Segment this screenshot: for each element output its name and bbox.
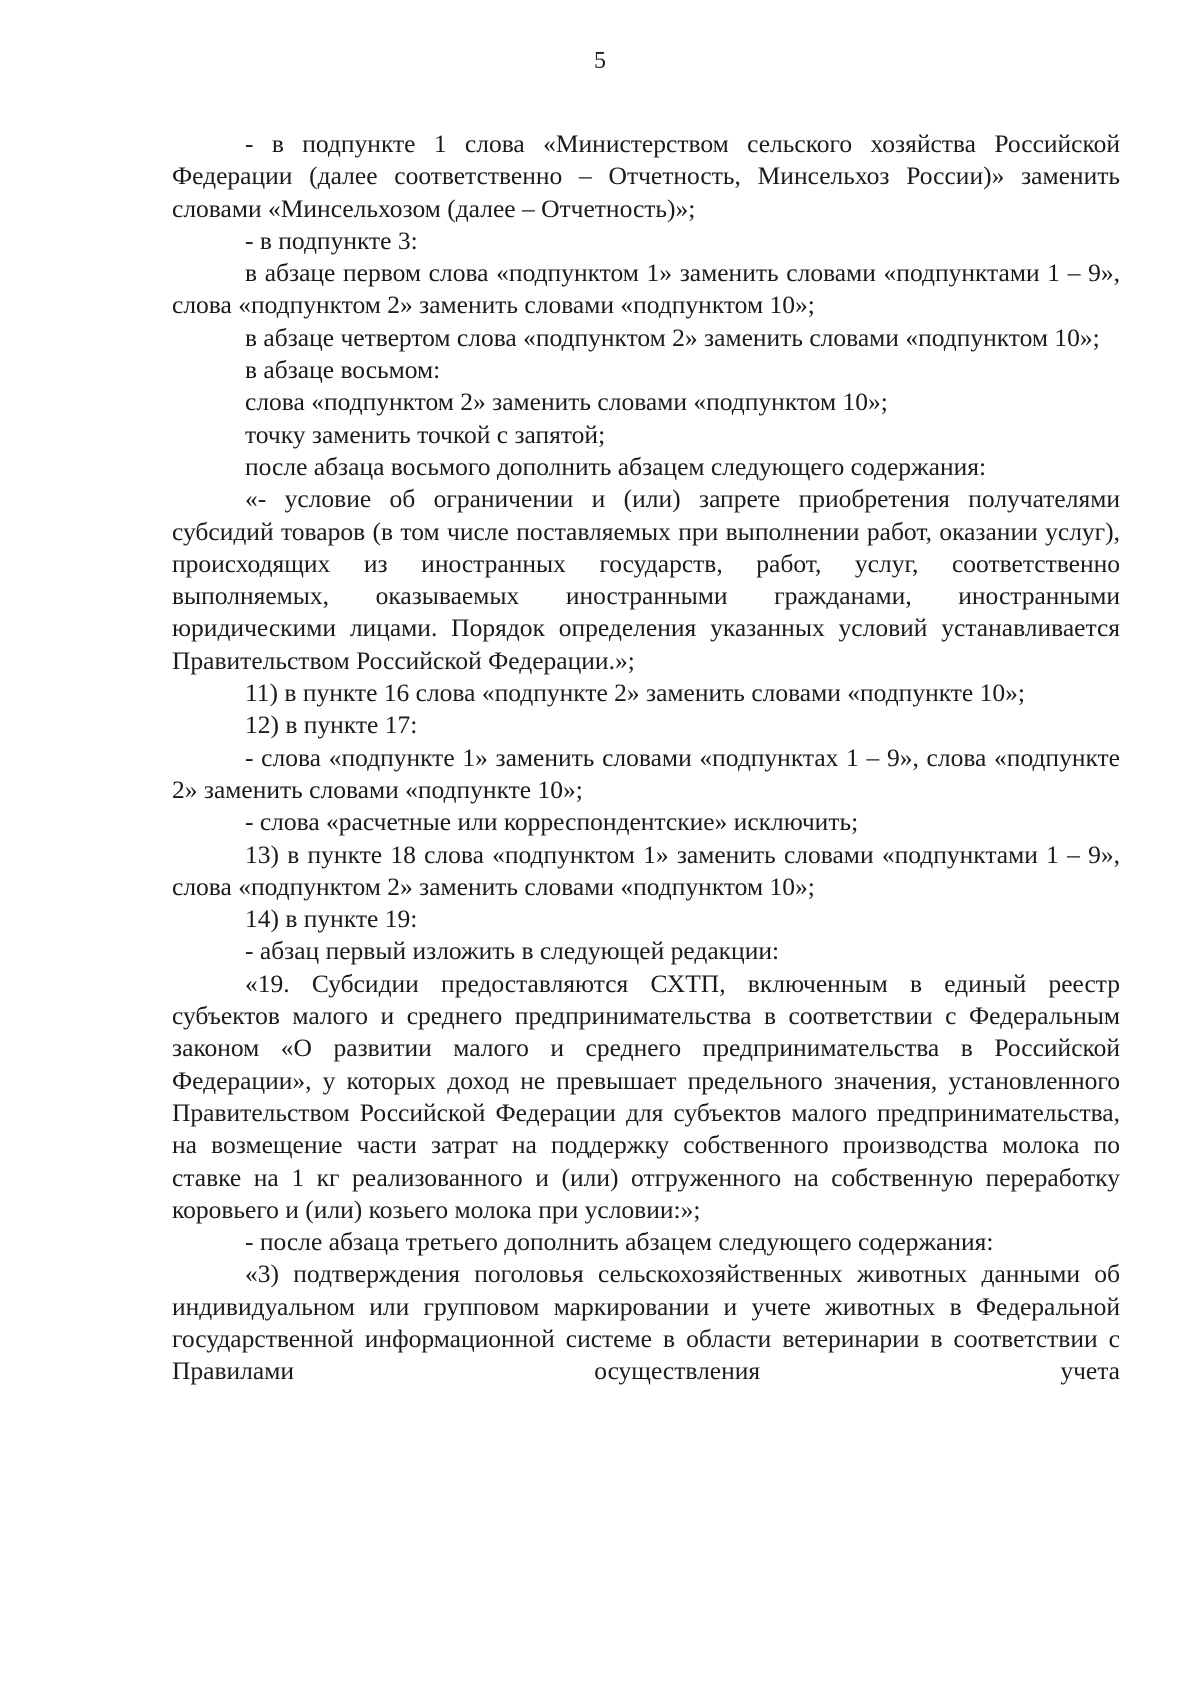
- paragraph-first-abzac: в абзаце первом слова «подпунктом 1» заменить словами «подпунктами 1 – 9», слова «подпунктом 2» заменить словами «подпунктом 10»;: [172, 258, 1120, 320]
- paragraph-item-12-exclude: - слова «расчетные или корреспондентские» исключить;: [245, 807, 859, 837]
- paragraph-item-11: 11) в пункте 16 слова «подпункте 2» заменить словами «подпункте 10»;: [245, 678, 1025, 708]
- paragraph-subpoint-1: - в подпункте 1 слова «Министерством сельского хозяйства Российской Федерации (далее соответственно – Отчетность, Минсельхоз России)» заменить словами «Минсельхозом (далее – Отчетность)»;: [172, 129, 1120, 223]
- paragraph-dot-replace: точку заменить точкой с запятой;: [245, 419, 606, 449]
- paragraph-add-after-third: - после абзаца третьего дополнить абзацем следующего содержания:: [245, 1227, 994, 1257]
- document-body: [172, 128, 1120, 1388]
- paragraph-item-14: 14) в пункте 19:: [245, 904, 418, 934]
- paragraph-item-14-first-abzac: - абзац первый изложить в следующей редакции:: [245, 936, 780, 966]
- paragraph-item-3-confirmation: «3) подтверждения поголовья сельскохозяйственных животных данными об индивидуальном или групповом маркировании и учете животных в Федеральной государственной информационной системе в области ветеринарии в соответствии с Правилами осуществления учета: [172, 1259, 1120, 1386]
- paragraph-fourth-abzac: в абзаце четвертом слова «подпунктом 2» заменить словами «подпунктом 10»;: [245, 322, 1100, 352]
- paragraph-subpoint-3: - в подпункте 3:: [245, 225, 418, 255]
- paragraph-item-13: 13) в пункте 18 слова «подпунктом 1» заменить словами «подпунктами 1 – 9», слова «подпунктом 2» заменить словами «подпунктом 10»;: [172, 839, 1120, 901]
- page-number: 5: [594, 48, 606, 74]
- paragraph-add-after-eighth: после абзаца восьмого дополнить абзацем следующего содержания:: [245, 451, 987, 481]
- paragraph-item-12-words: - слова «подпункте 1» заменить словами «подпунктах 1 – 9», слова «подпункте 2» заменить словами «подпункте 10»;: [172, 742, 1120, 804]
- paragraph-item-12: 12) в пункте 17:: [245, 710, 418, 740]
- paragraph-restriction-condition: «- условие об ограничении и (или) запрете приобретения получателями субсидий товаров (в том числе поставляемых при выполнении работ, оказании услуг), происходящих из иностранных государств, работ, услуг, соответственно выполняемых, оказываемых иностранными гражданами, иностранными юридическими лицами. Порядок определения указанных условий устанавливается Правительством Российской Федерации.»;: [172, 484, 1120, 675]
- paragraph-eighth-abzac: в абзаце восьмом:: [245, 355, 441, 385]
- paragraph-item-19-text: «19. Субсидии предоставляются СХТП, включенным в единый реестр субъектов малого и среднего предпринимательства в соответствии с Федеральным законом «О развитии малого и среднего предпринимательства в Российской Федерации», у которых доход не превышает предельного значения, установленного Правительством Российской Федерации для субъектов малого предпринимательства, на возмещение части затрат на поддержку собственного производства молока по ставке на 1 кг реализованного и (или) отгруженного на собственную переработку коровьего и (или) козьего молока при условии:»;: [172, 968, 1120, 1224]
- paragraph-words-replace: слова «подпунктом 2» заменить словами «подпунктом 10»;: [245, 387, 888, 417]
